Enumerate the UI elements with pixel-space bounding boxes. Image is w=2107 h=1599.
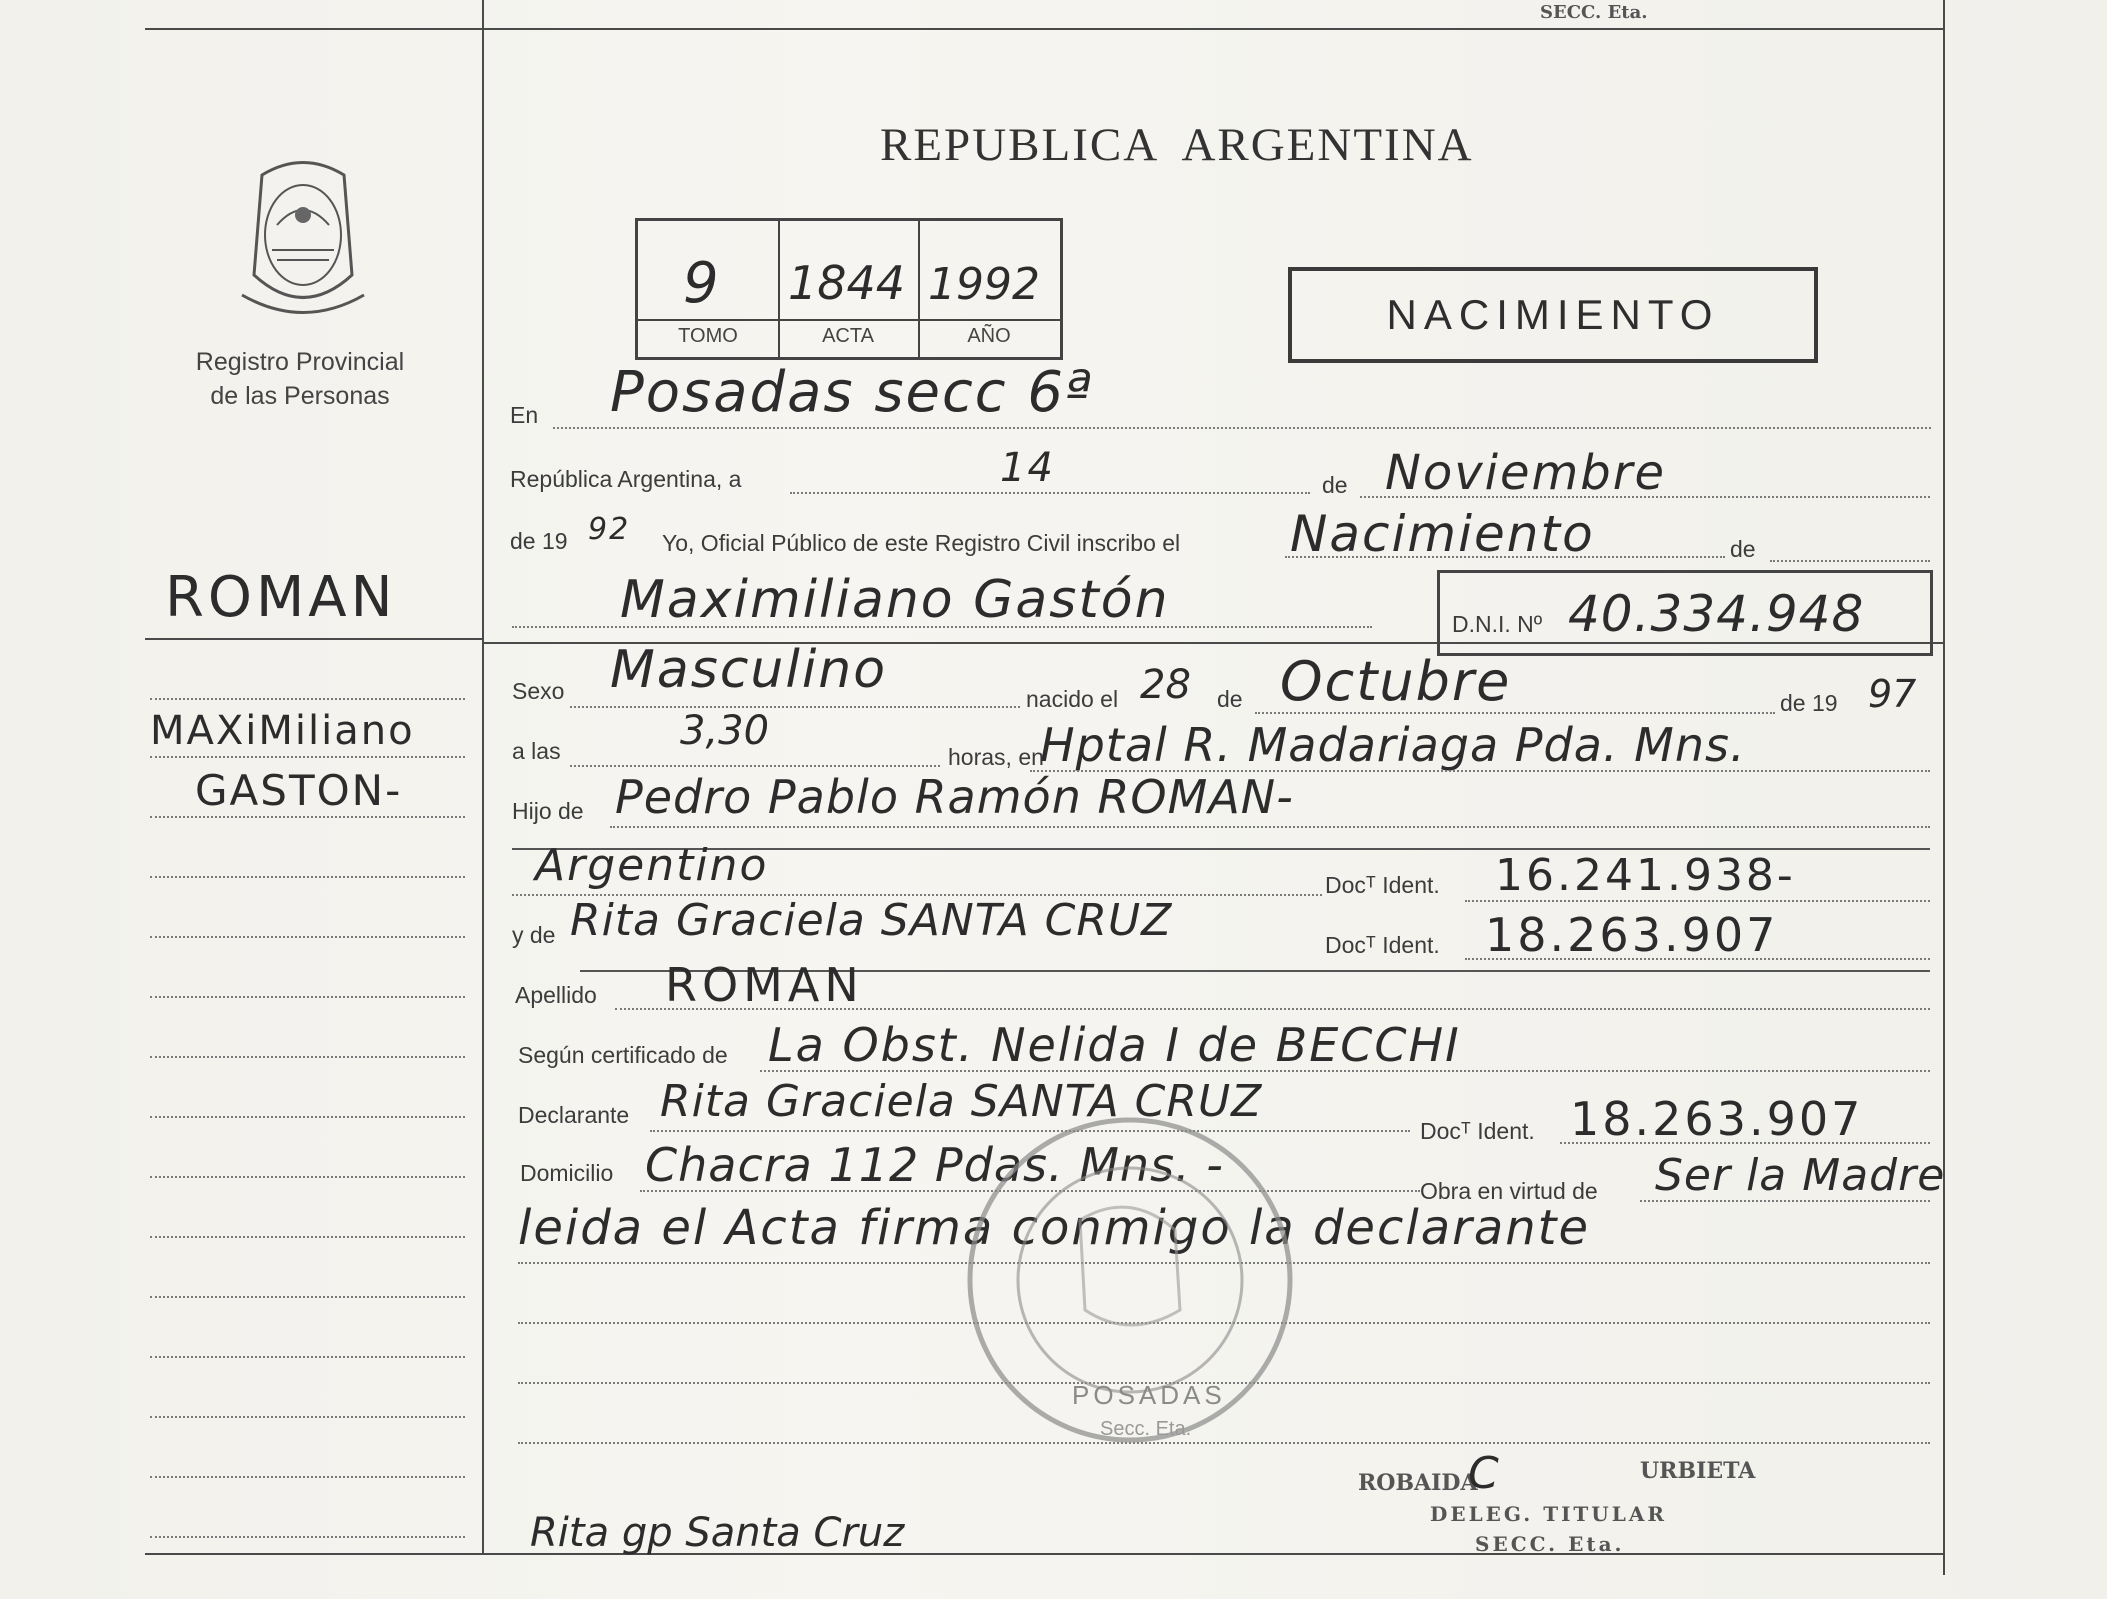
label-doc-ident-mother: Docᵀ Ident.	[1325, 932, 1440, 958]
margin-line	[150, 1296, 465, 1298]
margin-line	[150, 1056, 465, 1058]
act-type-box: NACIMIENTO	[1288, 267, 1818, 363]
label-en: En	[510, 402, 539, 428]
line-certificate	[760, 1070, 1930, 1072]
label-y-de: y de	[512, 922, 556, 948]
line-father	[610, 826, 1930, 828]
officer-name-prefix: ROBAIDA	[1358, 1470, 1478, 1496]
tomo-label: TOMO	[678, 325, 738, 347]
margin-line	[150, 1536, 465, 1538]
margin-line	[150, 1116, 465, 1118]
line-surname	[615, 1008, 1930, 1010]
label-nacido-el: nacido el	[1026, 686, 1119, 712]
acta-label: ACTA	[822, 325, 874, 347]
label-domicilio: Domicilio	[520, 1160, 614, 1186]
margin-line	[150, 698, 465, 700]
registry-line-1: Registro Provincial	[195, 348, 405, 376]
registry-name	[160, 345, 440, 413]
address-value: Chacra 112 Pdas. Mns. -	[645, 1138, 1224, 1192]
margin-given-name-1: MAXiMiliano	[150, 708, 415, 754]
record-box	[635, 218, 1063, 360]
declarant-signature: Rita gp Santa Cruz	[530, 1510, 905, 1556]
label-doc-ident-father: Docᵀ Ident.	[1325, 872, 1440, 898]
label-declarante: Declarante	[518, 1102, 630, 1128]
margin-line	[150, 1236, 465, 1238]
officer-name-suffix: URBIETA	[1640, 1458, 1756, 1484]
margin-line	[150, 816, 465, 818]
father-doc-value: 16.241.938-	[1495, 850, 1796, 901]
margin-surname: ROMAN	[165, 565, 397, 630]
by-virtue-value: Ser la Madre	[1655, 1150, 1946, 1201]
acta-value: 1844	[788, 256, 906, 310]
tomo-value: 9	[683, 251, 721, 316]
label-apellido: Apellido	[515, 982, 597, 1008]
line-sex	[570, 706, 1020, 708]
child-name-value: Maximiliano Gastón	[620, 570, 1170, 630]
label-sexo: Sexo	[512, 678, 565, 704]
margin-line	[150, 936, 465, 938]
closing-text: leida el Acta firma conmigo la declarante	[518, 1200, 1591, 1256]
birth-year-suffix-value: 97	[1868, 672, 1917, 716]
line-father-doc	[1465, 900, 1930, 902]
birth-place-value: Hptal R. Madariaga Pda. Mns.	[1040, 718, 1746, 772]
top-rule	[145, 28, 1945, 30]
anio-label: AÑO	[967, 325, 1011, 347]
place-value: Posadas secc 6ª	[610, 360, 1094, 425]
margin-line	[150, 876, 465, 878]
label-hijo-de: Hijo de	[512, 798, 584, 824]
label-yo-oficial: Yo, Oficial Público de este Registro Civil inscribo el	[662, 530, 1181, 556]
father-nationality-value: Argentino	[535, 840, 769, 891]
label-de: de	[1322, 472, 1348, 498]
bottom-rule	[145, 1553, 1943, 1555]
birth-month-value: Octubre	[1280, 650, 1512, 713]
line-by-virtue	[1640, 1200, 1930, 1202]
birth-hour-value: 3,30	[680, 708, 770, 754]
officer-section: SECC. Eta.	[1475, 1532, 1625, 1556]
birth-day-value: 28	[1140, 662, 1191, 708]
label-obra-virtud: Obra en virtud de	[1420, 1178, 1598, 1204]
label-doc-ident-declarant: Docᵀ Ident.	[1420, 1118, 1535, 1144]
label-de-3: de	[1217, 686, 1243, 712]
label-a-las: a las	[512, 738, 561, 764]
year-suffix-value: 92	[588, 512, 631, 547]
line-mother-doc	[1465, 958, 1930, 960]
margin-given-name-2: GASTON-	[195, 766, 403, 815]
dni-value: 40.334.948	[1568, 585, 1865, 643]
stamp-city: POSADAS	[1072, 1380, 1226, 1410]
label-de-19: de 19	[510, 528, 568, 554]
mother-value: Rita Graciela SANTA CRUZ	[570, 895, 1173, 946]
certificate-value: La Obst. Nelida I de BECCHI	[768, 1018, 1461, 1072]
month-value: Noviembre	[1385, 445, 1667, 501]
line-declarant-doc	[1560, 1142, 1930, 1144]
mother-doc-value: 18.263.907	[1485, 908, 1779, 962]
top-stamp-fragment: SECC. Eta.	[1540, 2, 1648, 23]
provincial-seal-icon	[232, 155, 374, 320]
father-value: Pedro Pablo Ramón ROMAN-	[615, 770, 1294, 824]
record-box-caption-rule	[638, 319, 1060, 321]
margin-rule	[145, 638, 482, 640]
margin-line	[150, 996, 465, 998]
officer-signature: C	[1468, 1448, 1500, 1499]
act-value: Nacimiento	[1290, 505, 1595, 563]
line-hour	[570, 765, 940, 767]
line-act-end	[1770, 560, 1930, 562]
line-en	[553, 427, 1931, 429]
label-dni: D.N.I. Nº	[1452, 611, 1543, 637]
label-segun-certificado: Según certificado de	[518, 1042, 728, 1068]
declarant-doc-value: 18.263.907	[1570, 1092, 1864, 1146]
surname-value: ROMAN	[665, 958, 864, 1012]
label-republica-a: República Argentina, a	[510, 466, 742, 492]
day-value: 14	[1000, 445, 1055, 491]
margin-line	[150, 1356, 465, 1358]
margin-line	[150, 756, 465, 758]
right-border	[1943, 0, 1945, 1575]
margin-line	[150, 1476, 465, 1478]
line-day	[790, 492, 1310, 494]
margin-divider	[482, 0, 484, 1555]
margin-line	[150, 1416, 465, 1418]
anio-value: 1992	[928, 259, 1040, 310]
label-horas-en: horas, en	[948, 744, 1044, 770]
sex-value: Masculino	[610, 640, 888, 700]
stamp-section: Secc. Eta.	[1100, 1418, 1192, 1440]
declarant-value: Rita Graciela SANTA CRUZ	[660, 1076, 1263, 1127]
republic-title: REPUBLICA ARGENTINA	[880, 119, 1474, 171]
registry-line-2: de las Personas	[210, 382, 390, 410]
margin-line	[150, 1176, 465, 1178]
label-de-19-birth: de 19	[1780, 690, 1838, 716]
officer-title: DELEG. TITULAR	[1430, 1502, 1667, 1526]
line-birth-month	[1255, 712, 1775, 714]
dni-box	[1437, 570, 1933, 656]
label-de-2: de	[1730, 536, 1756, 562]
